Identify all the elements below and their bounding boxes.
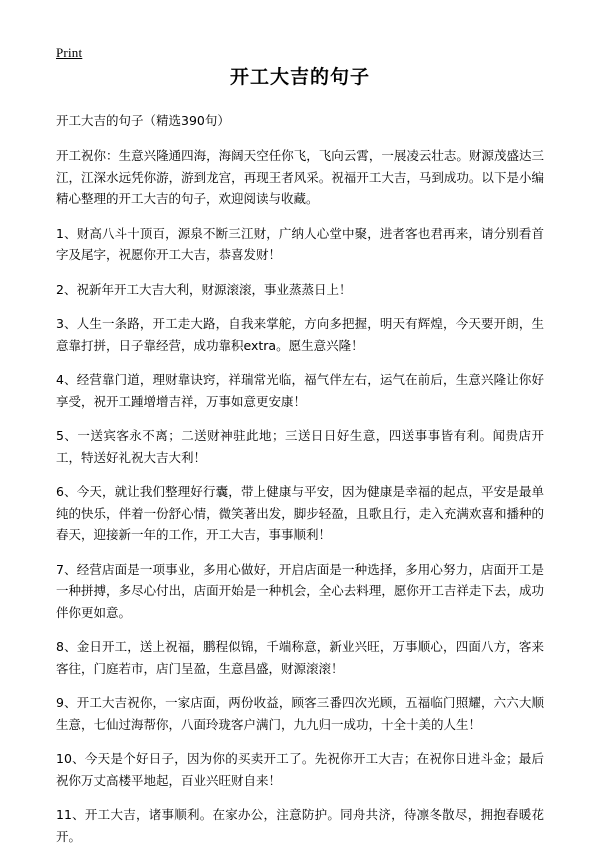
print-link[interactable]: Print — [56, 45, 83, 60]
paragraph-7: 7、经营店面是一项事业，多用心做好，开启店面是一种选择，多用心努力，店面开工是一种拼搏，多尽心付出，店面开始是一种机会，全心去料理，愿你开工吉祥走下去，成功伴你更如意。 — [56, 561, 544, 620]
paragraph-11: 11、开工大吉，诸事顺利。在家办公，注意防护。同舟共济，待凛冬散尽，拥抱春暖花开。 — [56, 807, 544, 844]
paragraph-5: 5、一送宾客永不离；二送财神驻此地；三送日日好生意，四送事事皆有利。闻贵店开工，特送好礼祝大吉大利！ — [56, 428, 544, 465]
paragraph-6: 6、今天，就让我们整理好行囊，带上健康与平安，因为健康是幸福的起点，平安是最单纯的快乐，伴着一份舒心情，微笑著出发，脚步轻盈，且歌且行，走入充满欢喜和播种的春天，迎接新一年的工作，开工大吉，事事顺利！ — [56, 484, 544, 542]
paragraph-0: 开工祝你：生意兴隆通四海，海阔天空任你飞，飞向云霄，一展凌云壮志。财源茂盛达三江，江深水远凭你游，游到龙宫，再现王者风采。祝福开工大吉，马到成功。以下是小编精心整理的开工大吉的句子，欢迎阅读与收藏。 — [56, 148, 544, 206]
document-subtitle: 开工大吉的句子（精选390句） — [56, 113, 230, 128]
paragraph-3: 3、人生一条路，开工走大路，自我来掌舵，方向多把握，明天有辉煌，今天要开朗，生意靠打拼，日子靠经营，成功靠积extra。愿生意兴隆！ — [56, 316, 544, 353]
paragraph-1: 1、财高八斗十顶百，源泉不断三江财，广纳人心堂中聚，进者客也君再来，请分别看首字及尾字，祝愿你开工大吉，恭喜发财！ — [56, 225, 544, 262]
paragraph-10: 10、今天是个好日子，因为你的买卖开工了。先祝你开工大吉；在祝你日进斗金；最后祝你万丈高楼平地起，百业兴旺财自来！ — [56, 751, 544, 788]
paragraph-9: 9、开工大吉祝你，一家店面，两份收益，顾客三番四次光顾，五福临门照耀，六六大顺生意，七仙过海帮你，八面玲珑客户满门，九九归一成功，十全十美的人生！ — [56, 695, 544, 732]
paragraph-2: 2、祝新年开工大吉大利，财源滚滚，事业蒸蒸日上！ — [56, 281, 352, 297]
page-title: 开工大吉的句子 — [229, 66, 370, 88]
paragraph-8: 8、金日开工，送上祝福，鹏程似锦，千端称意，新业兴旺，万事顺心，四面八方，客来客往，门庭若市，店门呈盈，生意昌盛，财源滚滚！ — [56, 639, 544, 676]
paragraph-4: 4、经营靠门道，理财靠诀窍，祥瑞常光临，福气伴左右，运气在前后，生意兴隆让你好享受，祝开工踵增增吉祥，万事如意更安康！ — [56, 372, 544, 409]
